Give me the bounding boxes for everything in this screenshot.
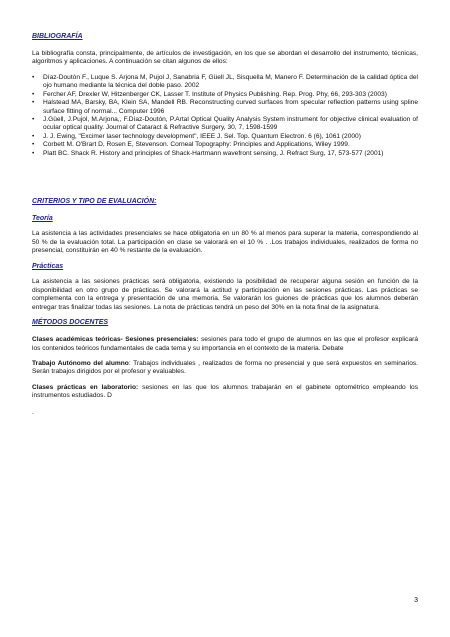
reference-item: • Halstead MA, Barsky, BA, Klein SA, Mandell RB. Reconstructing curved surfaces from specular reflection patterns using spline surface fitting of normal... Computer 1996 (32, 99, 418, 115)
bibliography-heading: BIBLIOGRAFÍA (32, 33, 83, 40)
page-content (32, 33, 418, 417)
theory-heading: Teoría (32, 215, 53, 223)
reference-item: • Fercher AF, Drexler W, Hitzenberger CK, Lasser T. Institute of Physics Publishing. Rep. Prog. Phy, 66, 293-303 (2003) (32, 90, 387, 98)
reference-item: • J. J. Ewing, "Excimer laser technology development", IEEE J. Sel. Top. Quantum Electron. 6 (6), 1061 (2000) (32, 132, 361, 140)
bibliography-intro: La bibliografía consta, principalmente, de artículos de investigación, en los que se abordan el desarrollo del instrumento, técnicas, algoritmos y aplicaciones. A continuación se citan algunos de ellos: (32, 49, 418, 66)
reference-item: • Díaz-Doutón F., Luque S. Arjona M, Pujol J, Sanabria F, Güell JL, Sisquella M, Manero F. Determinación de la calidad óptica del ojo humano mediante la técnica del doble paso. 2002 (32, 73, 418, 90)
method-item: Clases académicas teóricas- Sesiones presenciales: sesiones para todo el grupo de alumnos en las que el profesor explicará los contenidos teóricos fundamentales de cada tema y su importancia en el contexto de la materia. Debate (32, 336, 418, 352)
page-number: 3 (414, 597, 418, 605)
reference-item: • Corbett M. O'Brart D, Rosen E, Stevenson. Corneal Topography: Principles and Applications, Wiley 1999. (32, 141, 350, 149)
practice-text: La asistencia a las sesiones prácticas será obligatoria, existiendo la posibilidad de recuperar alguna sesión en función de la disponibilidad en otro grupo de prácticas. Se valorará la actitud y participación en las sesiones prácticas. Las prácticas se complementa con la entrega y presentación de una memoria. Se valorarán los guiones de prácticas que los alumnos deberán entregar tras finalizar todas las sesiones. La nota de prácticas tendrá un peso del 30% en la nota final de la asignatura. (32, 278, 418, 311)
methods-heading: MÉTODOS DOCENTES (32, 319, 109, 327)
reference-list (32, 74, 418, 158)
reference-item: • J.Güell, J.Pujol, M.Arjona,, F.Díaz-Doutón, P.Artal Optical Quality Analysis System instrument for objective clinical evaluation of ocular optical quality. Journal of Cataract & Refractive Surgery, 30, 7, 1598-1599 (32, 116, 418, 132)
criteria-heading: CRITERIOS Y TIPO DE EVALUACIÓN: (32, 198, 157, 206)
method-item: Clases prácticas en laboratorio: sesiones en las que los alumnos trabajarán en el gabinete optométrico empleando los instrumentos estudiados. D (32, 383, 419, 400)
trailing-dot: . (32, 408, 34, 416)
method-item: Trabajo Autónomo del alumno: Trabajos individuales , realizados de forma no presencial y que será expuestos en seminarios. Serán trabajos dirigidos por el profesor y evaluables. (32, 359, 418, 376)
theory-text: La asistencia a las actividades presenciales se hace obligatoria en un 80 % al menos para superar la materia, correspondiendo al 50 % de la evaluación total. La participación en clase se valorará en el 10 % . .Los trabajos individuales, realizados de forma no presencial, constituirán en 40 % restante de la evaluación. (32, 230, 418, 254)
practice-heading: Prácticas (32, 263, 64, 271)
reference-item: • Platt BC. Shack R. History and principles of Shack-Hartmann wavefront sensing, J. Refract Surg, 17, 573-577 (2001) (32, 149, 384, 157)
